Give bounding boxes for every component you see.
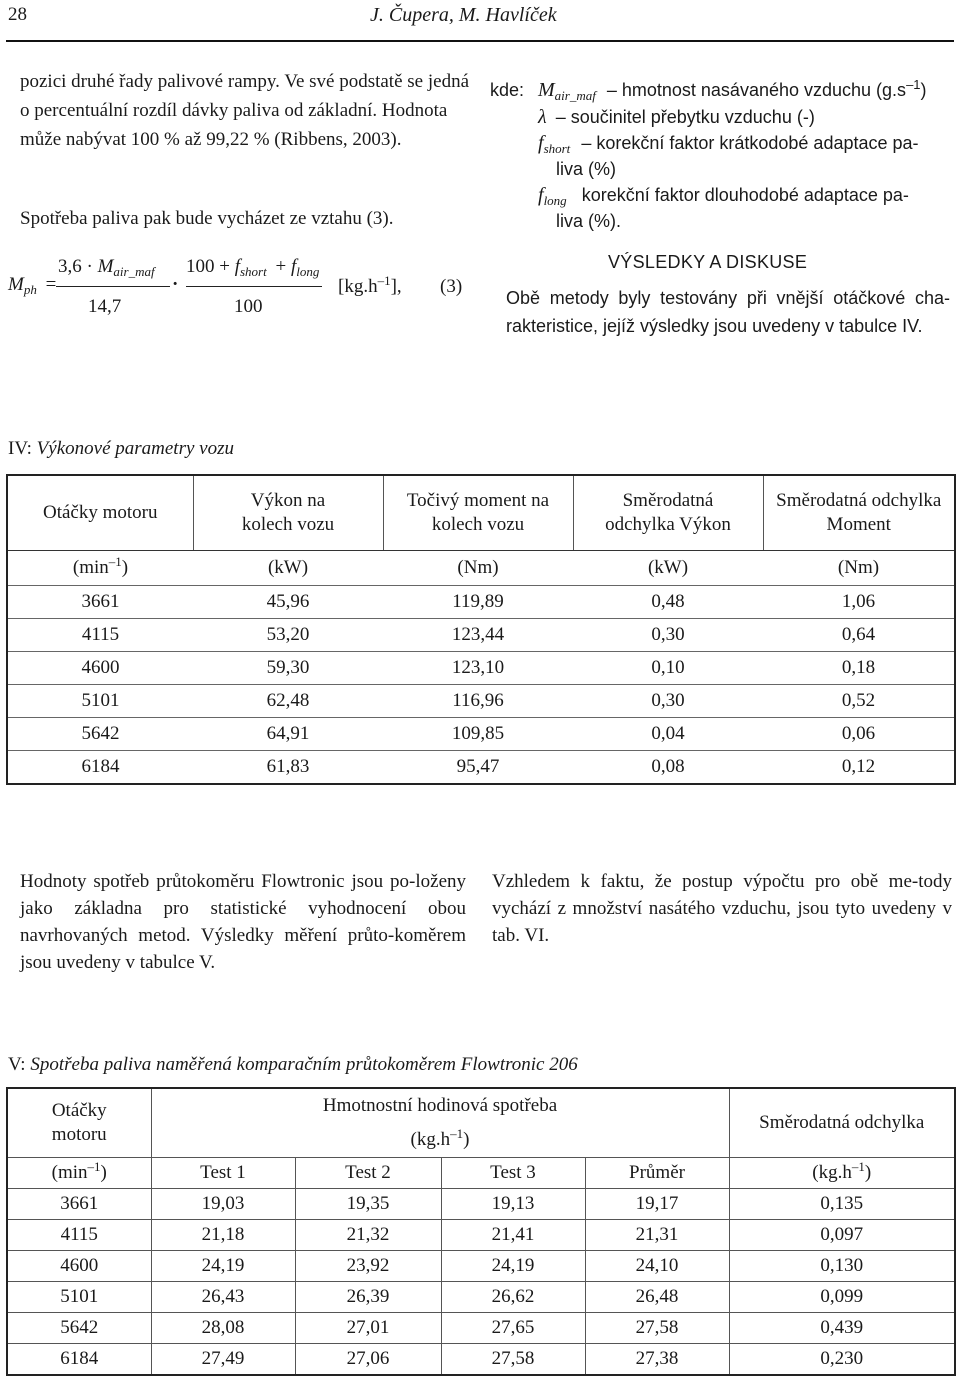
eq-num2-plus: +: [275, 256, 287, 277]
unit-sup: –1: [450, 1126, 464, 1141]
table-cell: 0,12: [763, 751, 955, 785]
def-item-mair: [538, 77, 927, 103]
table-cell: 21,18: [151, 1220, 295, 1251]
eq-num2-const: 100 +: [186, 256, 230, 277]
eq-num1-coef: 3,6 ·: [58, 256, 93, 277]
eq-num1-sub: air_maf: [113, 264, 155, 279]
eq-num2-f2-sub: long: [296, 264, 320, 279]
table-iv-caption: [8, 438, 234, 460]
unit-text-post: ): [100, 1162, 107, 1183]
def-item-lambda: [538, 104, 815, 130]
table-row: [7, 619, 955, 652]
def-text: korekční faktor dlouhodobé adaptace pa-: [581, 185, 909, 205]
unit-text: (kg.h: [812, 1162, 852, 1183]
table-row: [7, 1282, 955, 1313]
table-row: [7, 1220, 955, 1251]
table-cell: 0,64: [763, 619, 955, 652]
table-v: [6, 1087, 956, 1376]
table-row: [7, 1251, 955, 1282]
table-cell: 3661: [7, 1189, 151, 1220]
table-cell: 26,43: [151, 1282, 295, 1313]
table-header-row: [7, 1088, 955, 1123]
paragraph-bottom-left: Hodnoty spotřeb průtokoměru Flowtronic jsou po-loženy jako základna pro statistické vyhodnocení obou navrhovaných metod. Výsledky měření průto-koměrem jsou uvedeny v tabulce V.: [20, 871, 466, 973]
table-cell: 4115: [7, 1220, 151, 1251]
table-cell: 0,097: [729, 1220, 955, 1251]
table-cell: 6184: [7, 751, 193, 785]
def-symbol: M: [538, 79, 555, 101]
table-cell: 0,04: [573, 718, 763, 751]
section-heading-results: VÝSLEDKY A DISKUSE: [608, 252, 808, 272]
table-subheader-cell: [729, 1158, 955, 1189]
table-cell: 6184: [7, 1344, 151, 1376]
table-unit-cell: (kW): [193, 551, 383, 586]
caption-text: Spotřeba paliva naměřená komparačním průtokoměrem Flowtronic 206: [30, 1054, 578, 1075]
eq-num2-f1: f: [234, 256, 240, 277]
table-cell: 23,92: [295, 1251, 441, 1282]
table-cell: 0,18: [763, 652, 955, 685]
table-cell: 27,38: [585, 1344, 729, 1376]
eq-unit-exp: –1: [377, 273, 391, 288]
table-subheader-row: [7, 1158, 955, 1189]
table-header-cell-rpm: Otáčky motoru: [7, 1088, 151, 1158]
running-head-authors: J. Čupera, M. Havlíček: [370, 4, 557, 26]
table-cell: 4115: [7, 619, 193, 652]
unit-sup: –1: [851, 1159, 865, 1174]
unit-text-post: ): [864, 1162, 872, 1183]
eq-equals: =: [45, 274, 57, 295]
table-unit-cell: (kW): [573, 551, 763, 586]
table-cell: 27,58: [585, 1313, 729, 1344]
def-item-flong-cont: liva (%).: [556, 211, 622, 231]
table-cell: 28,08: [151, 1313, 295, 1344]
table-row: [7, 1313, 955, 1344]
table-cell: 0,10: [573, 652, 763, 685]
eq-fraction-bar-2: [186, 286, 322, 287]
def-kde: kde:: [490, 80, 525, 100]
table-cell: 19,13: [441, 1189, 585, 1220]
results-paragraph: Obě metody byly testovány při vnější otáčkové cha-rakteristice, jejíž výsledky jsou uvedeny v tabulce IV.: [506, 288, 950, 336]
table-cell: 24,19: [441, 1251, 585, 1282]
table-cell: 53,20: [193, 619, 383, 652]
table-cell: 119,89: [383, 586, 573, 619]
table-cell: 26,62: [441, 1282, 585, 1313]
unit-text-post: ): [121, 557, 129, 578]
table-cell: 24,10: [585, 1251, 729, 1282]
table-row: [7, 718, 955, 751]
def-text: – hmotnost nasávaného vzduchu (g.s: [606, 80, 907, 100]
table-cell: 19,17: [585, 1189, 729, 1220]
table-cell: 21,31: [585, 1220, 729, 1251]
table-unit-cell: (Nm): [763, 551, 955, 586]
table-cell: 26,39: [295, 1282, 441, 1313]
eq-numerator-1: [58, 256, 155, 278]
eq-numerator-2: [186, 256, 319, 278]
caption-prefix: V:: [8, 1054, 26, 1075]
table-header-cell: Směrodatná odchylka Moment: [763, 475, 955, 551]
eq-num2-f2: f: [290, 256, 297, 277]
table-header-cell-group: Hmotnostní hodinová spotřeba: [151, 1088, 729, 1123]
def-symbol: λ: [538, 106, 547, 128]
unit-text: (min: [72, 557, 109, 578]
def-item-flong: [538, 182, 909, 208]
table-cell: 123,10: [383, 652, 573, 685]
table-subheader-cell: Průměr: [585, 1158, 729, 1189]
def-tail: ): [920, 80, 927, 100]
def-sub: air_maf: [554, 88, 596, 103]
table-cell: 0,30: [573, 619, 763, 652]
table-header-row: [7, 475, 955, 551]
table-subheader-cell: Test 1: [151, 1158, 295, 1189]
table-cell: 0,06: [763, 718, 955, 751]
table-subheader-cell: [7, 1158, 151, 1189]
table-cell: 5642: [7, 718, 193, 751]
table-subheader-cell: Test 3: [441, 1158, 585, 1189]
table-subheader-cell: Test 2: [295, 1158, 441, 1189]
table-cell: 0,52: [763, 685, 955, 718]
eq-num2-f1-sub: short: [240, 264, 267, 279]
table-cell: 5101: [7, 685, 193, 718]
unit-text: (min: [51, 1162, 88, 1183]
table-row: [7, 1344, 955, 1376]
paragraph-left-2: Spotřeba paliva pak bude vycházet ze vztahu (3).: [20, 208, 394, 229]
def-item-fshort: [538, 130, 919, 156]
table-cell: 1,06: [763, 586, 955, 619]
table-cell: 4600: [7, 1251, 151, 1282]
def-symbol: f: [538, 132, 544, 154]
eq-lhs-symbol: M: [8, 274, 24, 295]
table-cell: 21,32: [295, 1220, 441, 1251]
table-cell: 5642: [7, 1313, 151, 1344]
eq-fraction-bar-1: [56, 286, 170, 287]
table-cell: 0,130: [729, 1251, 955, 1282]
table-header-cell: Výkon na kolech vozu: [193, 475, 383, 551]
table-row: [7, 652, 955, 685]
table-cell: 24,19: [151, 1251, 295, 1282]
eq-unit-post: ],: [390, 276, 402, 297]
table-unit-row: [7, 551, 955, 586]
table-cell: 123,44: [383, 619, 573, 652]
table-cell: 27,06: [295, 1344, 441, 1376]
table-cell: 45,96: [193, 586, 383, 619]
table-cell: 0,230: [729, 1344, 955, 1376]
caption-text: Výkonové parametry vozu: [36, 438, 234, 459]
table-row: [7, 751, 955, 785]
table-row: [7, 586, 955, 619]
table-cell: 0,48: [573, 586, 763, 619]
table-cell: 3661: [7, 586, 193, 619]
table-header-cell: Otáčky motoru: [7, 475, 193, 551]
unit-text-post: ): [463, 1129, 470, 1150]
eq-dot: ·: [172, 274, 179, 295]
table-row: [7, 685, 955, 718]
table-cell: 19,03: [151, 1189, 295, 1220]
table-cell: 27,65: [441, 1313, 585, 1344]
table-cell: 59,30: [193, 652, 383, 685]
table-cell: 4600: [7, 652, 193, 685]
eq-num1-symbol: M: [97, 256, 114, 277]
paragraph-bottom-right: Vzhledem k faktu, že postup výpočtu pro obě me-tody vychází z množství nasátého vzduchu, jsou tyto uvedeny v tab. VI.: [492, 871, 952, 946]
table-cell: 26,48: [585, 1282, 729, 1313]
def-text: – korekční faktor krátkodobé adaptace pa-: [581, 133, 919, 153]
table-cell: 0,439: [729, 1313, 955, 1344]
table-cell: 64,91: [193, 718, 383, 751]
eq-unit-pre: [kg.h: [338, 276, 378, 297]
table-header-cell: Směrodatná odchylka Výkon: [573, 475, 763, 551]
table-cell: 61,83: [193, 751, 383, 785]
table-cell: 0,30: [573, 685, 763, 718]
unit-sup: –1: [87, 1159, 101, 1174]
table-cell: 5101: [7, 1282, 151, 1313]
eq-lhs: [8, 274, 56, 296]
def-sup: –1: [906, 77, 921, 92]
table-cell: 116,96: [383, 685, 573, 718]
table-cell: 27,49: [151, 1344, 295, 1376]
def-text: – součinitel přebytku vzduchu (-): [555, 107, 815, 127]
table-header-cell-sd: Směrodatná odchylka: [729, 1088, 955, 1158]
table-header-cell-group-unit: [151, 1123, 729, 1158]
eq-denominator-1: 14,7: [88, 296, 122, 317]
table-cell: 19,35: [295, 1189, 441, 1220]
unit-sup: –1: [108, 554, 122, 569]
table-v-caption: [8, 1054, 578, 1076]
table-cell: 109,85: [383, 718, 573, 751]
table-row: [7, 1189, 955, 1220]
table-unit-cell: (Nm): [383, 551, 573, 586]
table-cell: 21,41: [441, 1220, 585, 1251]
def-sub: long: [543, 193, 567, 208]
table-cell: 95,47: [383, 751, 573, 785]
def-symbol: f: [538, 184, 544, 206]
table-cell: 27,01: [295, 1313, 441, 1344]
def-sub: short: [543, 141, 571, 156]
table-unit-cell: [7, 551, 193, 586]
unit-text: (kg.h: [410, 1129, 451, 1150]
table-cell: 0,08: [573, 751, 763, 785]
table-cell: 0,099: [729, 1282, 955, 1313]
header-rule: [6, 40, 954, 42]
caption-prefix: IV:: [8, 438, 32, 459]
table-header-cell: Točivý moment na kolech vozu: [383, 475, 573, 551]
page-number: 28: [8, 4, 27, 25]
def-item-fshort-cont: liva (%): [556, 159, 617, 179]
eq-denominator-2: 100: [234, 296, 263, 317]
table-cell: 0,135: [729, 1189, 955, 1220]
eq-lhs-sub: ph: [23, 282, 37, 297]
table-cell: 27,58: [441, 1344, 585, 1376]
table-iv: [6, 474, 956, 785]
eq-number: (3): [440, 276, 463, 297]
paragraph-left-1: pozici druhé řady palivové rampy. Ve své podstatě se jedná o percentuální rozdíl dávky paliva od základní. Hodnota může nabývat 100 % až 99,22 % (Ribbens, 2003).: [20, 71, 469, 150]
table-cell: 62,48: [193, 685, 383, 718]
eq-unit: [338, 273, 402, 298]
